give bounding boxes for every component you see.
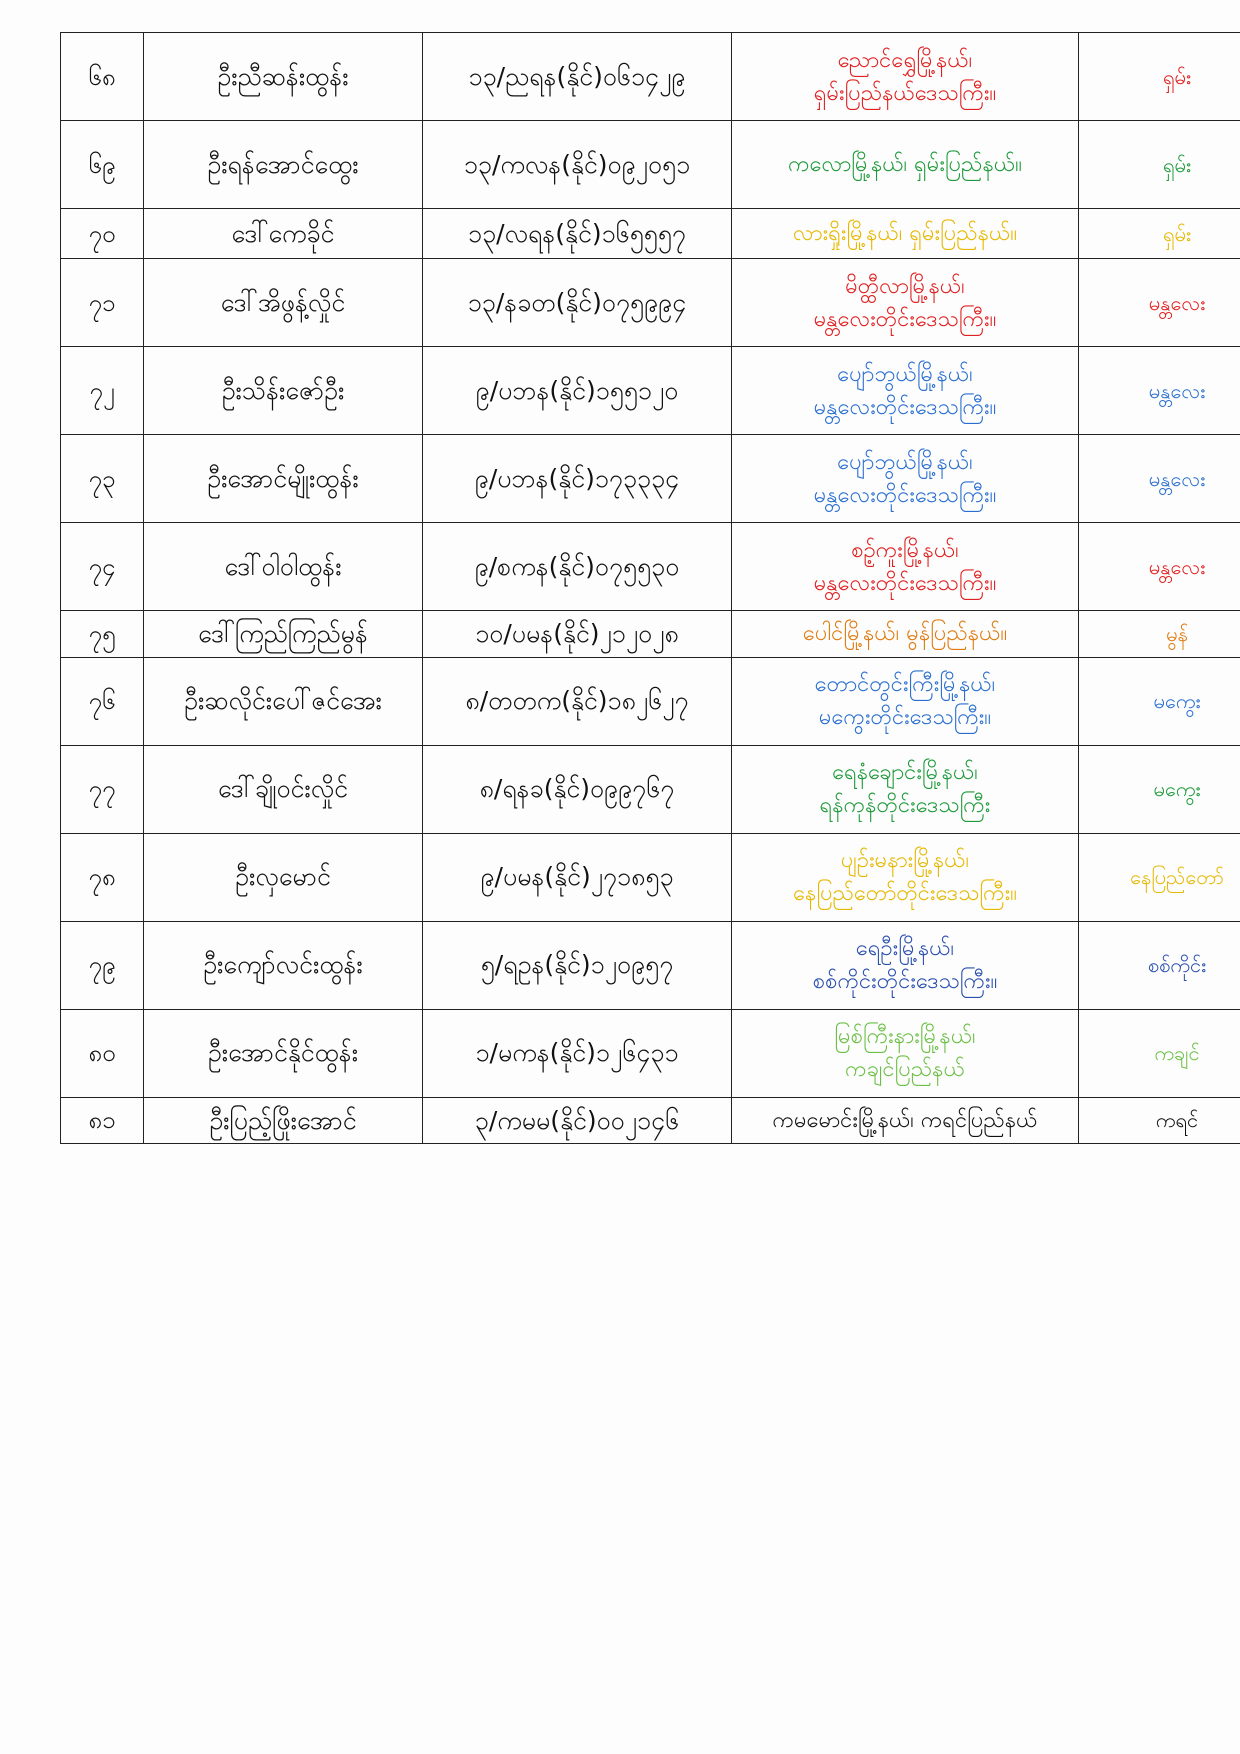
location-line: မိတ္ထီလာမြို့နယ်၊ — [845, 273, 965, 299]
region: မကွေး — [1079, 657, 1240, 745]
location-line: ရေဦးမြို့နယ်၊ — [855, 936, 955, 961]
region: ရှမ်း — [1079, 33, 1240, 121]
table-row — [61, 33, 1240, 121]
region: နေပြည်တော် — [1079, 833, 1240, 921]
row-number: ၆၈ — [61, 33, 144, 121]
location — [732, 833, 1079, 921]
region: မန္တလေး — [1079, 523, 1240, 611]
person-name: ဦးပြည့်ဖြိုးအောင် — [144, 1097, 423, 1144]
location-line: နေပြည်တော်တိုင်းဒေသကြီး။ — [793, 881, 1017, 906]
location-line: ကလောမြို့နယ်၊ ရှမ်းပြည်နယ်။ — [788, 152, 1022, 177]
region: မန္တလေး — [1079, 435, 1240, 523]
nrc-number: ၁၀/ပမန(နိုင်)၂၁၂၀၂၈ — [423, 611, 732, 658]
nrc-number: ၉/စကန(နိုင်)၀၇၅၅၃၀ — [423, 523, 732, 611]
location-line: မကွေးတိုင်းဒေသကြီး။ — [818, 705, 992, 730]
nrc-number: ၉/ပဘန(နိုင်)၁၇၃၃၃၄ — [423, 435, 732, 523]
member-table — [60, 32, 1240, 1144]
location-line: မန္တလေးတိုင်းဒေသကြီး။ — [813, 482, 997, 508]
row-number: ၈၀ — [61, 1009, 144, 1097]
location — [732, 33, 1079, 121]
row-number: ၇၄ — [61, 523, 144, 611]
nrc-number: ၃/ကမမ(နိုင်)၀၀၂၁၄၆ — [423, 1097, 732, 1144]
location — [732, 611, 1079, 658]
location-line: ပျဉ်းမနားမြို့နယ်၊ — [840, 848, 970, 873]
nrc-number: ၁၃/ကလန(နိုင်)၀၉၂၀၅၁ — [423, 121, 732, 209]
table-row — [61, 347, 1240, 435]
location — [732, 657, 1079, 745]
location — [732, 921, 1079, 1009]
location — [732, 121, 1079, 209]
location-line: ရန်ကုန်တိုင်းဒေသကြီး — [819, 793, 991, 818]
location — [732, 435, 1079, 523]
person-name: ဦးလှမောင် — [144, 833, 423, 921]
row-number: ၈၁ — [61, 1097, 144, 1144]
location-line: ပျော်ဘွယ်မြို့နယ်၊ — [837, 361, 973, 387]
table-row — [61, 259, 1240, 347]
location — [732, 1097, 1079, 1144]
person-name: ဦးအောင်နိုင်ထွန်း — [144, 1009, 423, 1097]
person-name: ဦးရန်အောင်ထွေး — [144, 121, 423, 209]
row-number: ၇၇ — [61, 745, 144, 833]
table-row — [61, 121, 1240, 209]
region: မန္တလေး — [1079, 347, 1240, 435]
person-name: ဒေါ်အိဖွန့်လှိုင် — [144, 259, 423, 347]
row-number: ၇၅ — [61, 611, 144, 658]
location — [732, 259, 1079, 347]
row-number: ၇၆ — [61, 657, 144, 745]
table-row — [61, 611, 1240, 658]
location — [732, 1009, 1079, 1097]
row-number: ၇၈ — [61, 833, 144, 921]
nrc-number: ၅/ရဥန(နိုင်)၁၂၀၉၅၇ — [423, 921, 732, 1009]
person-name: ဒေါ်ဝါဝါထွန်း — [144, 523, 423, 611]
person-name: ဦးဆလိုင်းပေါ်ဇင်အေး — [144, 657, 423, 745]
location-line: လားရှိုးမြို့နယ်၊ ရှမ်းပြည်နယ်။ — [792, 221, 1018, 246]
location-line: ပေါင်မြို့နယ်၊ မွန်ပြည်နယ်။ — [802, 621, 1008, 647]
member-table-body — [61, 33, 1240, 1144]
region: မန္တလေး — [1079, 259, 1240, 347]
region: ရှမ်း — [1079, 209, 1240, 259]
table-row — [61, 833, 1240, 921]
table-row — [61, 1009, 1240, 1097]
nrc-number: ၁၃/လရန(နိုင်)၁၆၅၅၅၇ — [423, 209, 732, 259]
row-number: ၇၉ — [61, 921, 144, 1009]
location-line: ပျော်ဘွယ်မြို့နယ်၊ — [837, 449, 973, 475]
location — [732, 523, 1079, 611]
person-name: ဦးကျော်လင်းထွန်း — [144, 921, 423, 1009]
person-name: ဦးသိန်းဇော်ဦး — [144, 347, 423, 435]
table-row — [61, 209, 1240, 259]
location-line: ရေနံချောင်းမြို့နယ်၊ — [832, 760, 978, 785]
nrc-number: ၁၃/ညရန(နိုင်)၀၆၁၄၂၉ — [423, 33, 732, 121]
region: ကချင် — [1079, 1009, 1240, 1097]
table-row — [61, 523, 1240, 611]
row-number: ၆၉ — [61, 121, 144, 209]
location-line: မန္တလေးတိုင်းဒေသကြီး။ — [813, 306, 997, 332]
region: ကရင် — [1079, 1097, 1240, 1144]
row-number: ၇၁ — [61, 259, 144, 347]
region: မွန် — [1079, 611, 1240, 658]
location-line: ကချင်ပြည်နယ် — [845, 1057, 965, 1082]
location-line: မြစ်ကြီးနားမြို့နယ်၊ — [834, 1024, 976, 1049]
location-line: စဉ့်ကူးမြို့နယ်၊ — [851, 537, 959, 563]
table-row — [61, 921, 1240, 1009]
location-line: တောင်တွင်းကြီးမြို့နယ်၊ — [814, 672, 996, 697]
location-line: မန္တလေးတိုင်းဒေသကြီး။ — [813, 570, 997, 596]
region: မကွေး — [1079, 745, 1240, 833]
location-line: မန္တလေးတိုင်းဒေသကြီး။ — [813, 394, 997, 420]
nrc-number: ၈/တတက(နိုင်)၁၈၂၆၂၇ — [423, 657, 732, 745]
person-name: ဦးအောင်မျိုးထွန်း — [144, 435, 423, 523]
nrc-number: ၉/ပမန(နိုင်)၂၇၁၈၅၃ — [423, 833, 732, 921]
location-line: စစ်ကိုင်းတိုင်းဒေသကြီး။ — [812, 969, 998, 994]
person-name: ဒေါ်ချိုဝင်းလှိုင် — [144, 745, 423, 833]
person-name: ဒေါ်ကြည်ကြည်မွန် — [144, 611, 423, 658]
table-row — [61, 657, 1240, 745]
table-row — [61, 1097, 1240, 1144]
location-line: ညောင်ရွှေမြို့နယ်၊ — [837, 47, 973, 73]
table-row — [61, 745, 1240, 833]
region: ရှမ်း — [1079, 121, 1240, 209]
person-name: ဦးညီဆန်းထွန်း — [144, 33, 423, 121]
row-number: ၇၀ — [61, 209, 144, 259]
row-number: ၇၃ — [61, 435, 144, 523]
nrc-number: ၈/ရနခ(နိုင်)၀၉၉၇၆၇ — [423, 745, 732, 833]
location — [732, 745, 1079, 833]
person-name: ဒေါ်ကေခိုင် — [144, 209, 423, 259]
region: စစ်ကိုင်း — [1079, 921, 1240, 1009]
location — [732, 347, 1079, 435]
location — [732, 209, 1079, 259]
location-line: ကမမောင်းမြို့နယ်၊ ကရင်ပြည်နယ် — [772, 1107, 1038, 1133]
row-number: ၇၂ — [61, 347, 144, 435]
nrc-number: ၁၃/နခတ(နိုင်)၀၇၅၉၉၄ — [423, 259, 732, 347]
nrc-number: ၉/ပဘန(နိုင်)၁၅၅၁၂၀ — [423, 347, 732, 435]
nrc-number: ၁/မကန(နိုင်)၁၂၆၄၃၁ — [423, 1009, 732, 1097]
location-line: ရှမ်းပြည်နယ်ဒေသကြီး။ — [813, 80, 997, 106]
table-row — [61, 435, 1240, 523]
